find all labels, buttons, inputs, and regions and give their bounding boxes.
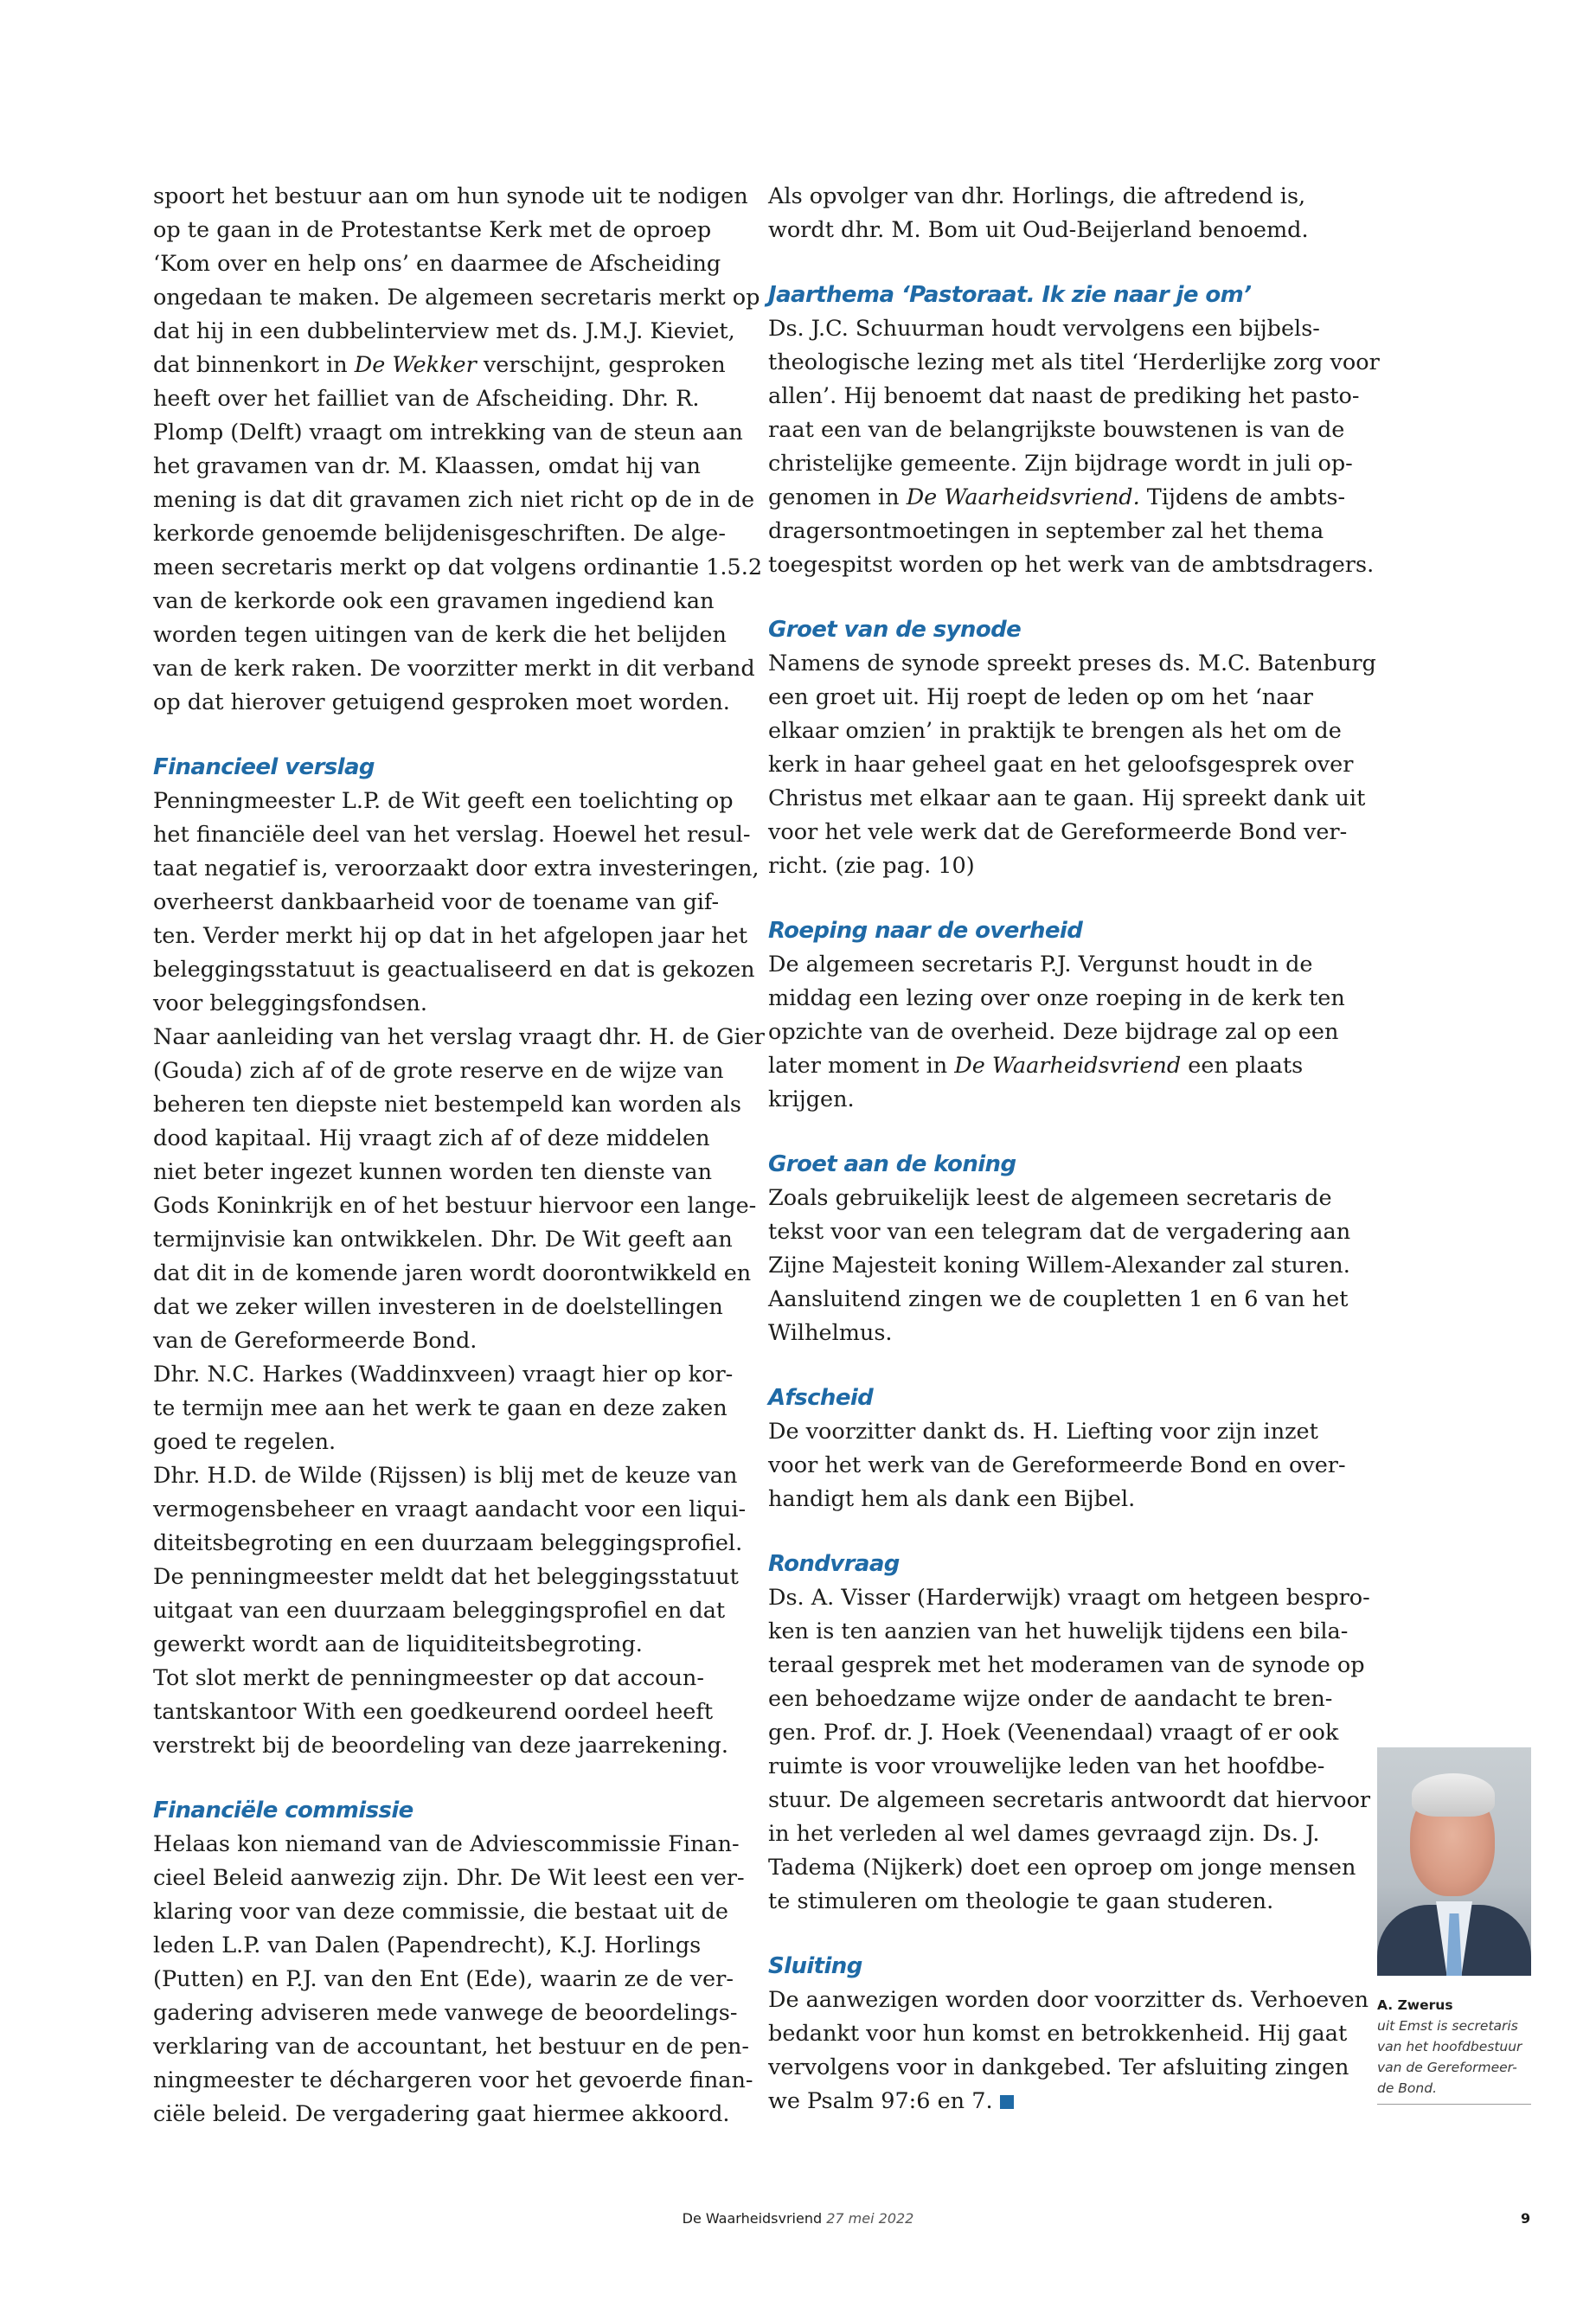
text-line: dood kapitaal. Hij vraagt zich af of deze middelen	[153, 1125, 710, 1151]
section-heading-financieel-verslag: Financieel verslag	[153, 754, 375, 780]
text-line: Gods Koninkrijk en of het bestuur hiervoor een lange-	[153, 1193, 757, 1219]
publication-title: De Waarheidsvriend	[954, 1053, 1182, 1079]
text-line: te termijn mee aan het werk te gaan en deze zaken	[153, 1395, 727, 1421]
text-line: gadering adviseren mede vanwege de beoordelings-	[153, 2000, 738, 2026]
text-line: De penningmeester meldt dat het beleggingsstatuut	[153, 1564, 739, 1590]
text-line: bedankt voor hun komst en betrokkenheid. Hij gaat	[768, 2021, 1348, 2047]
text-line: christelijke gemeente. Zijn bijdrage wordt in juli op-	[768, 451, 1353, 477]
text-line: termijnvisie kan ontwikkelen. Dhr. De Wit geeft aan	[153, 1227, 733, 1253]
text-line: meen secretaris merkt op dat volgens ordinantie 1.5.2	[153, 554, 763, 580]
text-segment: later moment in	[768, 1053, 955, 1079]
text-line: middag een lezing over onze roeping in de kerk ten	[768, 985, 1345, 1011]
text-line: ongedaan te maken. De algemeen secretaris merkt op	[153, 285, 760, 311]
text-line: tantskantoor With een goedkeurend oordeel heeft	[153, 1699, 714, 1725]
text-line: Naar aanleiding van het verslag vraagt dhr. H. de Gier	[153, 1024, 765, 1050]
text-line: Tot slot merkt de penningmeester op dat accoun-	[153, 1665, 704, 1691]
section-heading-afscheid: Afscheid	[768, 1385, 874, 1411]
financieel-paragraph	[153, 785, 765, 1763]
text-line: ciële beleid. De vergadering gaat hiermee akkoord.	[153, 2101, 730, 2127]
text-line: Tadema (Nijkerk) doet een oproep om jonge mensen	[768, 1855, 1356, 1881]
section-heading-rondvraag: Rondvraag	[768, 1551, 900, 1577]
text-line: Namens de synode spreekt preses ds. M.C. Batenburg	[768, 651, 1376, 676]
caption-divider	[1377, 2104, 1531, 2105]
text-segment: verschijnt, gesproken	[476, 352, 726, 378]
section-heading-sluiting: Sluiting	[768, 1953, 862, 1979]
publication-title: De Wekker	[354, 352, 477, 378]
text-line: tekst voor van een telegram dat de vergadering aan	[768, 1219, 1351, 1245]
text-line: De aanwezigen worden door voorzitter ds. Verhoeven	[768, 1987, 1369, 2013]
text-line: Penningmeester L.P. de Wit geeft een toelichting op	[153, 788, 734, 814]
text-line: ruimte is voor vrouwelijke leden van het hoofdbe-	[768, 1753, 1325, 1779]
text-line: Dhr. N.C. Harkes (Waddinxveen) vraagt hier op kor-	[153, 1362, 734, 1388]
text-line: spoort het bestuur aan om hun synode uit te nodigen	[153, 183, 748, 209]
text-line: het gravamen van dr. M. Klaassen, omdat hij van	[153, 453, 701, 479]
text-line: van de kerkorde ook een gravamen ingediend kan	[153, 588, 715, 614]
caption-line: uit Emst is secretaris	[1377, 2018, 1518, 2034]
text-line: te stimuleren om theologie te gaan studeren.	[768, 1888, 1274, 1914]
text-line: Aansluitend zingen we de coupletten 1 en 6 van het	[768, 1286, 1349, 1312]
text-line: Zijne Majesteit koning Willem-Alexander zal sturen.	[768, 1253, 1350, 1279]
text-line: worden tegen uitingen van de kerk die het belijden	[153, 622, 727, 648]
text-line: gewerkt wordt aan de liquiditeitsbegroting.	[153, 1631, 643, 1657]
text-line: voor het vele werk dat de Gereformeerde Bond ver-	[768, 819, 1348, 845]
text-line: (Gouda) zich af of de grote reserve en de wijze van	[153, 1058, 724, 1084]
text-line: in het verleden al wel dames gevraagd zijn. Ds. J.	[768, 1821, 1320, 1847]
intro-paragraph	[153, 180, 763, 720]
text-line: ken is ten aanzien van het huwelijk tijdens een bila-	[768, 1618, 1349, 1644]
section-heading-roeping: Roeping naar de overheid	[768, 918, 1083, 944]
text-line: vervolgens voor in dankgebed. Ter afsluiting zingen	[768, 2054, 1349, 2080]
text-line: leden L.P. van Dalen (Papendrecht), K.J. Horlings	[153, 1932, 702, 1958]
text-line: Dhr. H.D. de Wilde (Rijssen) is blij met de keuze van	[153, 1463, 738, 1489]
text-line: Helaas kon niemand van de Adviescommissie Finan-	[153, 1831, 740, 1857]
caption-name: A. Zwerus	[1377, 1997, 1453, 2013]
caption-line: van de Gereformeer-	[1377, 2060, 1517, 2075]
sluiting-paragraph	[768, 1984, 1369, 2118]
text-line: dragersontmoetingen in september zal het thema	[768, 518, 1324, 544]
text-line: verklaring van de accountant, het bestuur en de pen-	[153, 2034, 749, 2060]
text-line: Zoals gebruikelijk leest de algemeen secretaris de	[768, 1185, 1332, 1211]
text-line: De voorzitter dankt ds. H. Liefting voor zijn inzet	[768, 1419, 1318, 1445]
footer-date: 27 mei 2022	[826, 2210, 914, 2227]
text-line: Als opvolger van dhr. Horlings, die aftredend is,	[768, 183, 1306, 209]
text-line: opzichte van de overheid. Deze bijdrage zal op een	[768, 1019, 1339, 1045]
text-segment: dat binnenkort in	[153, 352, 355, 378]
roeping-paragraph	[768, 948, 1345, 1117]
text-line	[768, 481, 1346, 515]
text-line: allen’. Hij benoemt dat naast de prediking het pasto-	[768, 383, 1360, 409]
section-heading-financiele-commissie: Financiële commissie	[153, 1798, 413, 1823]
text-segment: we Psalm 97:6 en 7.	[768, 2088, 993, 2114]
text-line: taat negatief is, veroorzaakt door extra investeringen,	[153, 856, 760, 881]
text-line: uitgaat van een duurzaam beleggingsprofiel en dat	[153, 1598, 726, 1624]
text-line: teraal gesprek met het moderamen van de synode op	[768, 1652, 1365, 1678]
text-line: Ds. J.C. Schuurman houdt vervolgens een bijbels-	[768, 316, 1320, 342]
text-line: goed te regelen.	[153, 1429, 337, 1455]
text-line: kerkorde genoemde belijdenisgeschriften. De alge-	[153, 521, 726, 547]
text-line: het financiële deel van het verslag. Hoewel het resul-	[153, 822, 751, 848]
commissie-paragraph	[153, 1828, 753, 2131]
text-line: De algemeen secretaris P.J. Vergunst houdt in de	[768, 952, 1313, 977]
text-line: krijgen.	[768, 1086, 855, 1112]
text-line: klaring voor van deze commissie, die bestaat uit de	[153, 1899, 728, 1925]
portrait-caption	[1377, 1995, 1531, 2105]
text-line: verstrekt bij de beoordeling van deze jaarrekening.	[153, 1733, 728, 1759]
section-heading-groet-synode: Groet van de synode	[768, 617, 1022, 643]
text-line: ten. Verder merkt hij op dat in het afgelopen jaar het	[153, 923, 747, 949]
text-segment: Tijdens de ambts-	[1139, 484, 1346, 510]
afscheid-paragraph	[768, 1415, 1346, 1516]
text-line: op te gaan in de Protestantse Kerk met de oproep	[153, 217, 712, 243]
text-line: een behoedzame wijze onder de aandacht te bren-	[768, 1686, 1333, 1712]
publication-title: De Waarheidsvriend.	[906, 484, 1140, 510]
text-line: niet beter ingezet kunnen worden ten dienste van	[153, 1159, 713, 1185]
text-line: van de kerk raken. De voorzitter merkt in dit verband	[153, 656, 755, 682]
text-line: heeft over het failliet van de Afscheiding. Dhr. R.	[153, 386, 700, 412]
left-column	[153, 180, 765, 2131]
text-line: raat een van de belangrijkste bouwstenen is van de	[768, 417, 1345, 443]
text-line: handigt hem als dank een Bijbel.	[768, 1486, 1136, 1512]
text-line: wordt dhr. M. Bom uit Oud-Beijerland benoemd.	[768, 217, 1309, 243]
text-line: (Putten) en P.J. van den Ent (Ede), waarin ze de ver-	[153, 1966, 734, 1992]
intro-paragraph	[768, 180, 1322, 247]
end-of-article-square-icon	[1000, 2095, 1014, 2109]
text-line: dat we zeker willen investeren in de doelstellingen	[153, 1294, 723, 1320]
section-heading-jaarthema: Jaarthema ‘Pastoraat. Ik zie naar je om’	[768, 282, 1252, 308]
caption-line: de Bond.	[1377, 2080, 1438, 2096]
text-line: vermogensbeheer en vraagt aandacht voor een liqui-	[153, 1497, 747, 1522]
text-line: overheerst dankbaarheid voor de toename van gif-	[153, 889, 720, 915]
text-line: ‘Kom over en help ons’ en daarmee de Afscheiding	[153, 251, 721, 277]
text-line: op dat hierover getuigend gesproken moet worden.	[153, 689, 730, 715]
text-line: voor beleggingsfondsen.	[153, 990, 427, 1016]
text-segment: een plaats	[1181, 1053, 1304, 1079]
footer-publication: De Waarheidsvriend	[682, 2210, 823, 2227]
text-line	[153, 349, 726, 382]
text-line: toegespitst worden op het werk van de ambtsdragers.	[768, 552, 1375, 578]
text-line: beleggingsstatuut is geactualiseerd en dat is gekozen	[153, 957, 755, 983]
koning-paragraph	[768, 1182, 1351, 1350]
text-line: Plomp (Delft) vraagt om intrekking van de steun aan	[153, 420, 743, 445]
text-line: elkaar omzien’ in praktijk te brengen als het om de	[768, 718, 1342, 744]
text-line: van de Gereformeerde Bond.	[153, 1328, 478, 1354]
text-line: mening is dat dit gravamen zich niet richt op de in de	[153, 487, 755, 513]
text-line: gen. Prof. dr. J. Hoek (Veenendaal) vraagt of er ook	[768, 1720, 1339, 1746]
text-line: diteitsbegroting en een duurzaam beleggingsprofiel.	[153, 1530, 743, 1556]
text-line: cieel Beleid aanwezig zijn. Dhr. De Wit leest een ver-	[153, 1865, 745, 1891]
right-column	[768, 180, 1380, 2118]
text-line: voor het werk van de Gereformeerde Bond en over-	[768, 1452, 1346, 1478]
text-line: Ds. A. Visser (Harderwijk) vraagt om hetgeen bespro-	[768, 1585, 1370, 1611]
rondvraag-paragraph	[768, 1581, 1371, 1919]
text-line	[768, 2085, 1322, 2118]
caption-line: van het hoofdbestuur	[1377, 2039, 1522, 2054]
text-line: Wilhelmus.	[768, 1320, 893, 1346]
text-line: dat hij in een dubbelinterview met ds. J.M.J. Kieviet,	[153, 318, 735, 344]
page-number: 9	[1521, 2210, 1531, 2227]
text-line: theologische lezing met als titel ‘Herderlijke zorg voor	[768, 349, 1380, 375]
text-line: Christus met elkaar aan te gaan. Hij spreekt dank uit	[768, 785, 1366, 811]
jaarthema-paragraph	[768, 312, 1380, 582]
section-heading-groet-koning: Groet aan de koning	[768, 1151, 1016, 1177]
groet-synode-paragraph	[768, 647, 1376, 883]
text-line: stuur. De algemeen secretaris antwoordt dat hiervoor	[768, 1787, 1371, 1813]
author-portrait	[1377, 1747, 1531, 1976]
text-line: dat dit in de komende jaren wordt doorontwikkeld en	[153, 1260, 752, 1286]
text-line: ningmeester te déchargeren voor het gevoerde finan-	[153, 2067, 753, 2093]
text-line: richt. (zie pag. 10)	[768, 853, 975, 879]
text-line: een groet uit. Hij roept de leden op om het ‘naar	[768, 684, 1313, 710]
text-segment: genomen in	[768, 484, 907, 510]
text-line: beheren ten diepste niet bestempeld kan worden als	[153, 1092, 742, 1118]
text-line: kerk in haar geheel gaat en het geloofsgesprek over	[768, 752, 1354, 778]
text-line	[768, 1049, 1322, 1083]
page-footer	[0, 2210, 1596, 2227]
